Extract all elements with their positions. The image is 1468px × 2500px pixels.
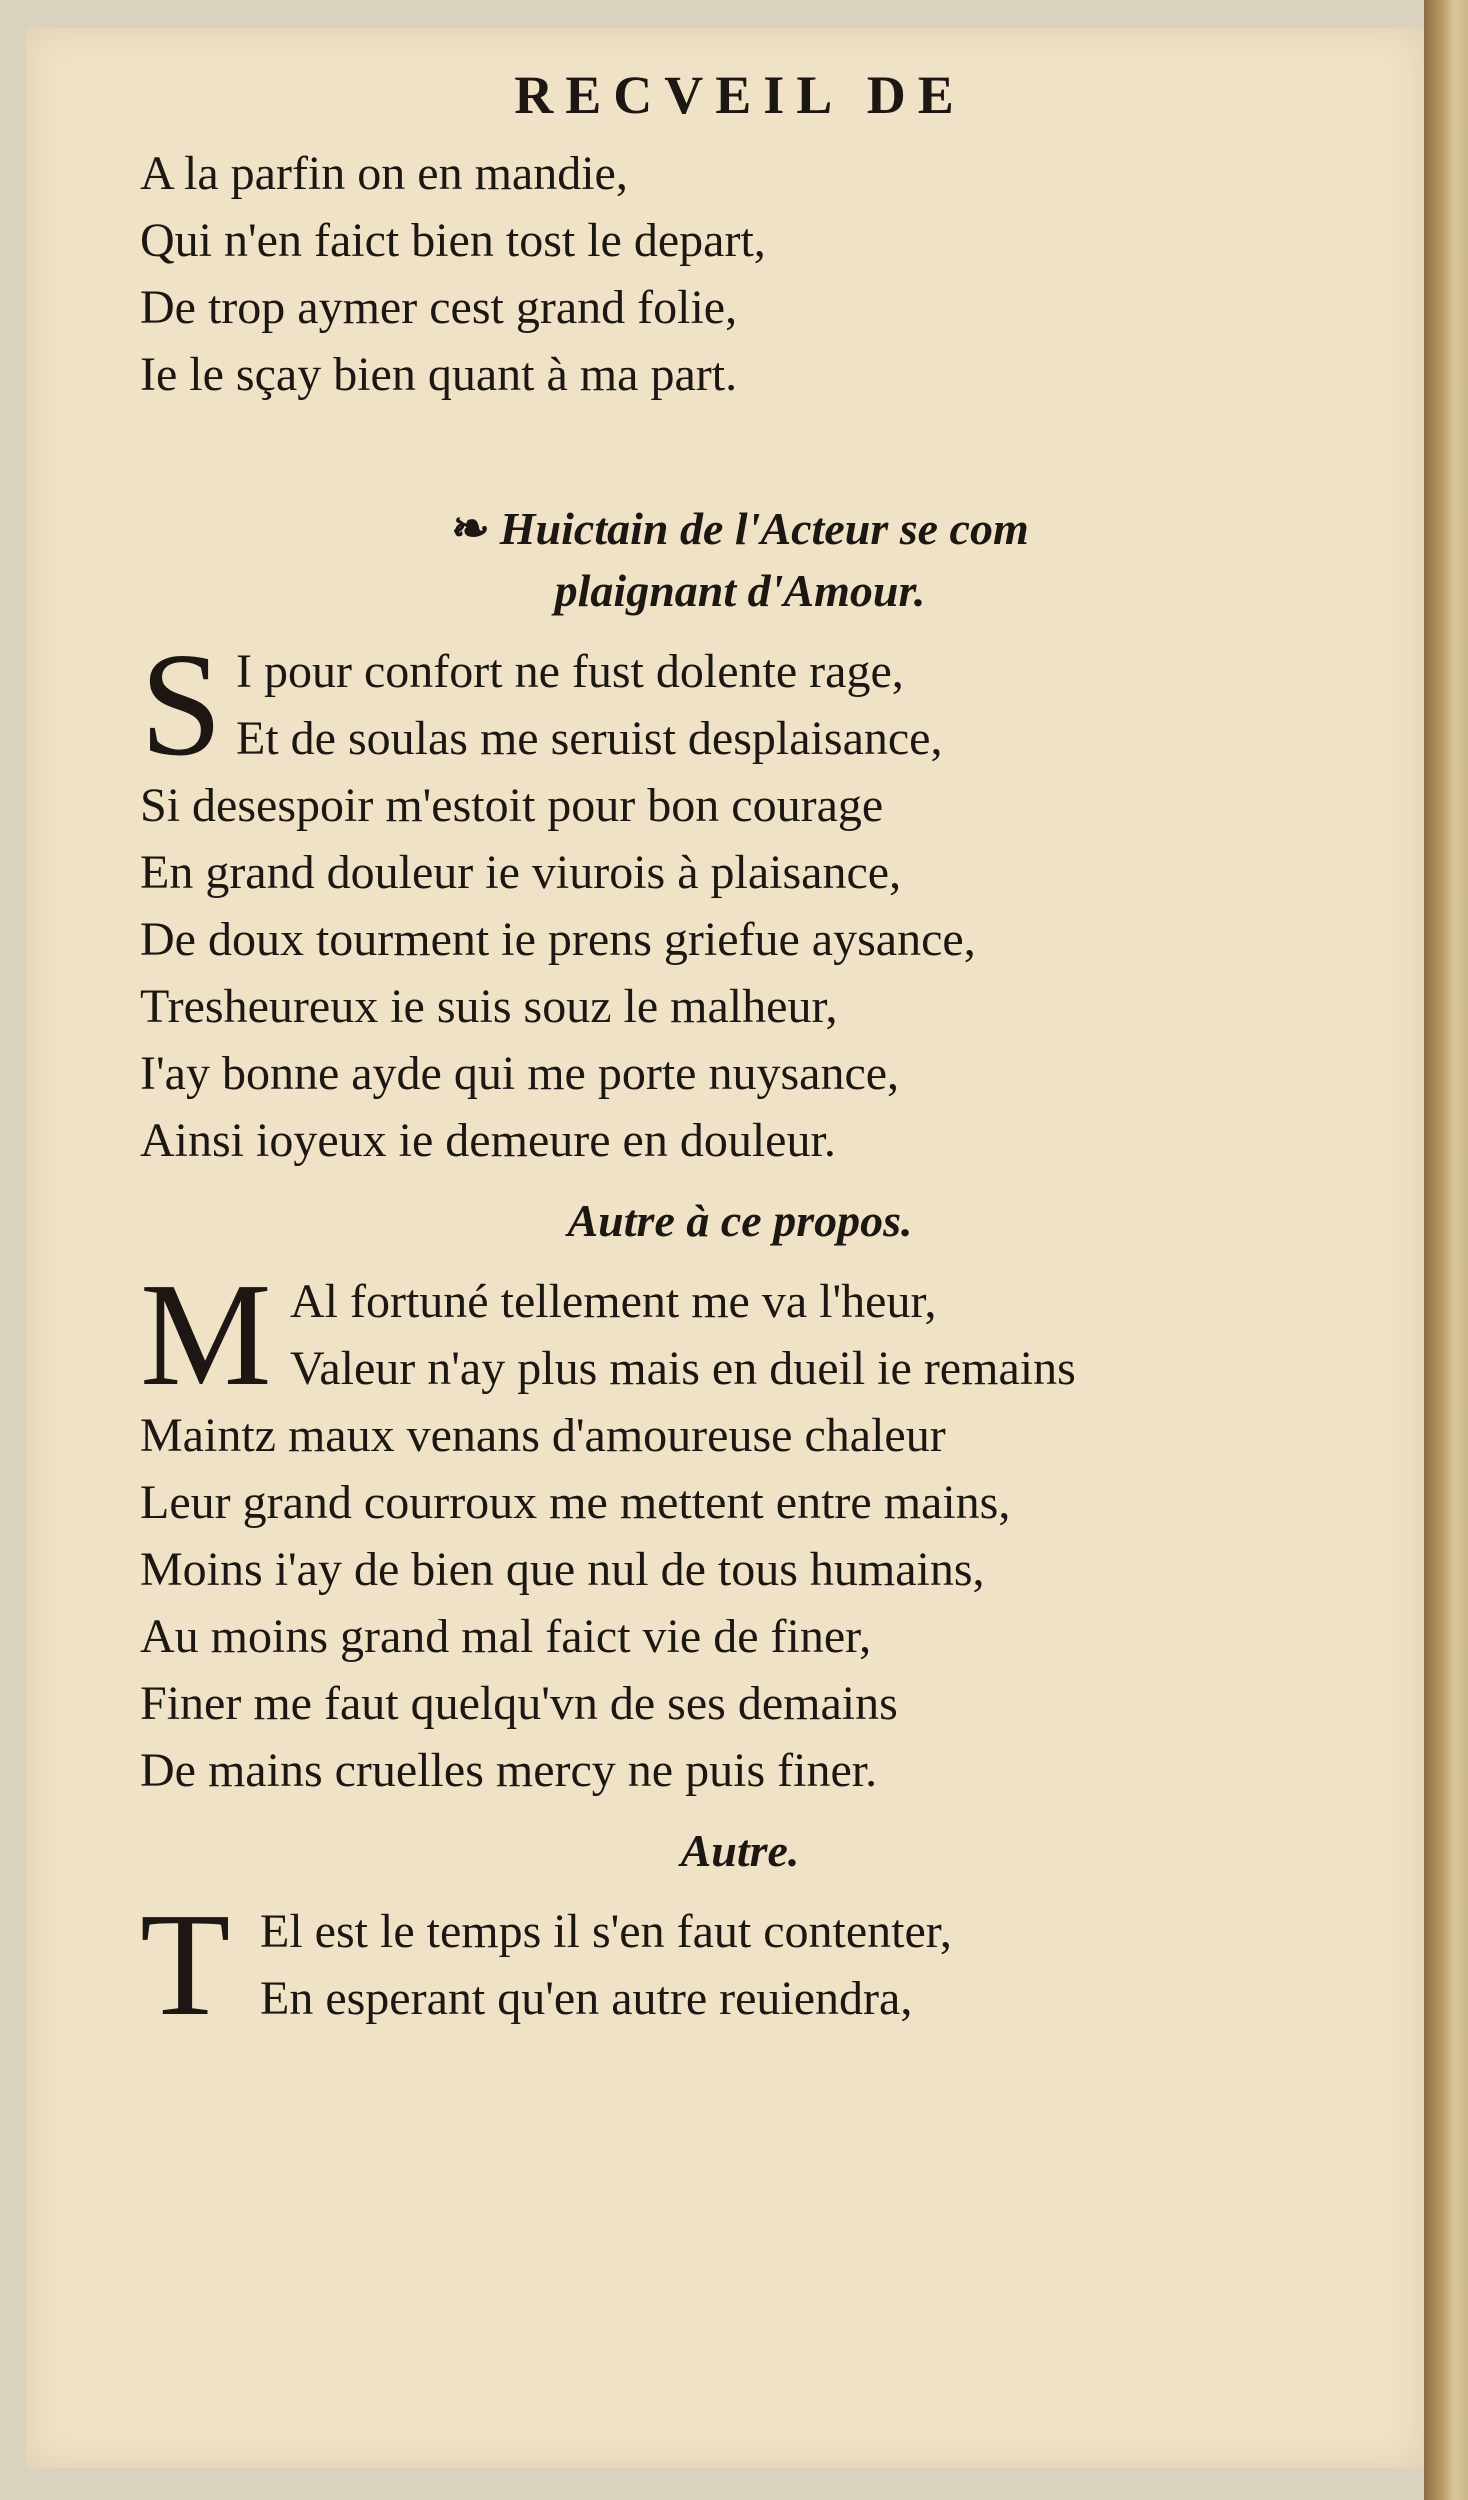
fleuron-icon: ❧ — [451, 503, 490, 554]
page-text — [140, 60, 1340, 2047]
verse-line: Au moins grand mal faict vie de finer, — [140, 1610, 872, 1663]
running-head: RECVEIL DE — [514, 65, 966, 125]
verse-line: Tresheureux ie suis souz le malheur, — [140, 980, 838, 1033]
verse-line: Al fortuné tellement me va l'heur, — [290, 1275, 937, 1328]
verse-line: Leur grand courroux me mettent entre mains, — [140, 1476, 1011, 1529]
verse-line: A la parfin on en mandie, — [140, 147, 628, 200]
huictain-title-line1: Huictain de l'Acteur se com — [499, 503, 1029, 554]
verse-line: Si desespoir m'estoit pour bon courage — [140, 779, 884, 832]
autre-stanza — [140, 1883, 1340, 2047]
drop-cap-m: M — [140, 1253, 272, 1417]
verse-line: En grand douleur ie viurois à plaisance, — [140, 846, 902, 899]
verse-line: Et de soulas me seruist desplaisance, — [236, 712, 943, 765]
verse-line: Finer me faut quelqu'vn de ses demains — [140, 1677, 898, 1730]
verse-line: Moins i'ay de bien que nul de tous humains, — [140, 1543, 985, 1596]
verse-line: En esperant qu'en autre reuiendra, — [260, 1972, 913, 2025]
verse-line: I'ay bonne ayde qui me porte nuysance, — [140, 1047, 900, 1100]
autre-propos-heading: Autre à ce propos. — [567, 1195, 913, 1246]
verse-line: Valeur n'ay plus mais en dueil ie remains — [290, 1342, 1076, 1395]
verse-line: El est le temps il s'en faut contenter, — [260, 1905, 952, 1958]
huictain-stanza — [140, 623, 1340, 1174]
verse-line: Qui n'en faict bien tost le depart, — [140, 214, 766, 267]
verse-line: I pour confort ne fust dolente rage, — [236, 645, 904, 698]
autre-propos-stanza — [140, 1253, 1340, 1804]
verse-line: De doux tourment ie prens griefue aysance, — [140, 913, 976, 966]
autre-heading: Autre. — [680, 1825, 800, 1876]
opening-stanza — [140, 140, 1340, 408]
book-spine-edge — [1424, 0, 1468, 2500]
huictain-heading — [140, 498, 1340, 622]
verse-line: Ainsi ioyeux ie demeure en douleur. — [140, 1114, 836, 1167]
verse-line: Ie le sçay bien quant à ma part. — [140, 348, 738, 401]
drop-cap-t: T — [140, 1883, 231, 2047]
verse-line: De trop aymer cest grand folie, — [140, 281, 738, 334]
huictain-title-line2: plaignant d'Amour. — [554, 565, 926, 616]
verse-line: Maintz maux venans d'amoureuse chaleur — [140, 1409, 946, 1462]
verse-line: De mains cruelles mercy ne puis finer. — [140, 1744, 878, 1797]
drop-cap-s: S — [140, 623, 223, 787]
